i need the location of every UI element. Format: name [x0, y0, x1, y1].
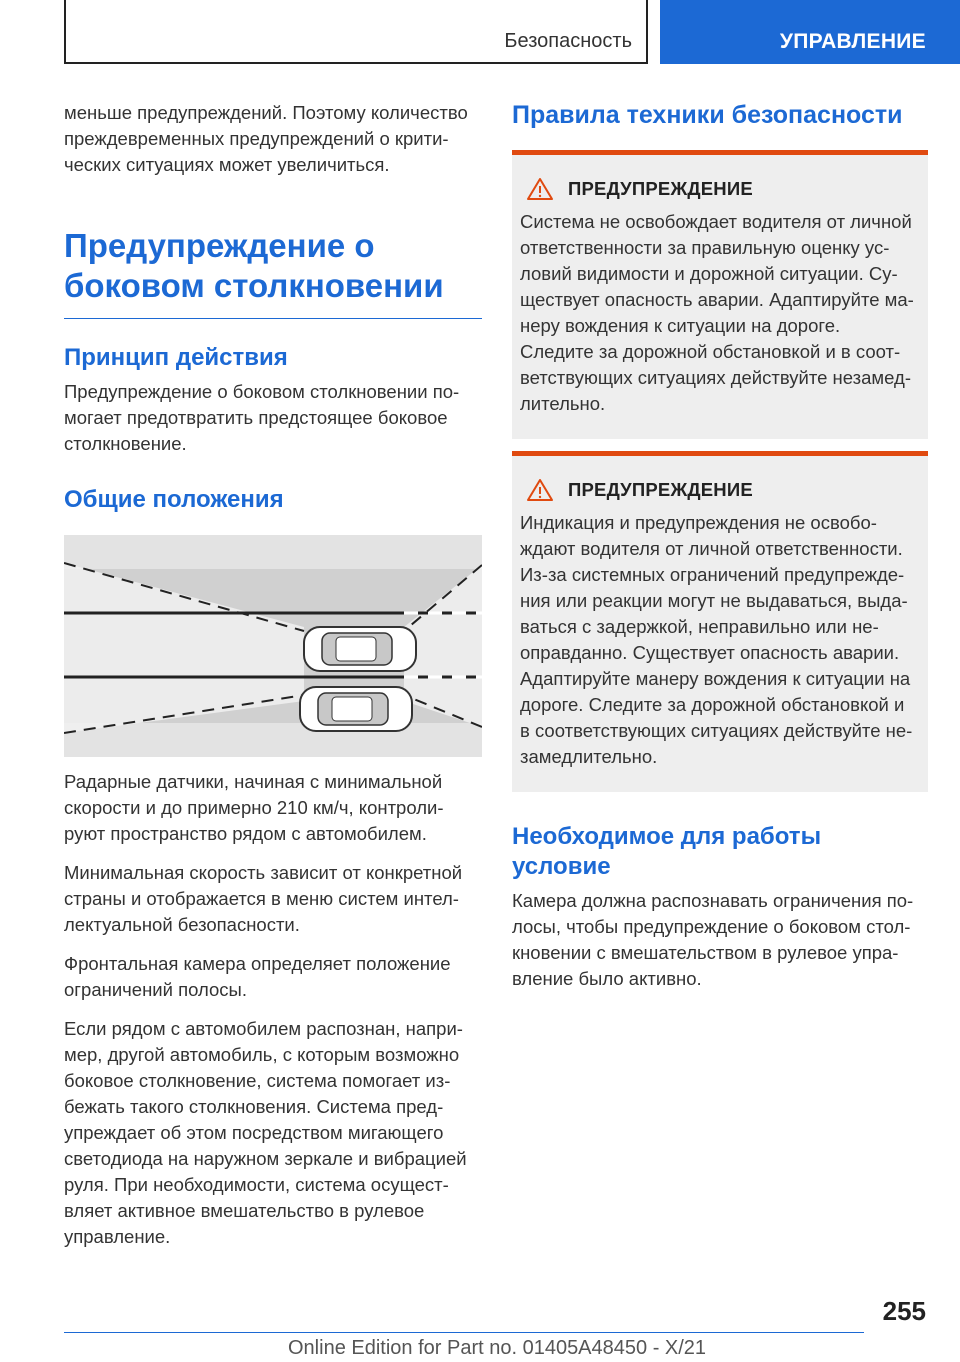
general-heading: Общие положения	[64, 486, 284, 513]
warning-box-2	[512, 451, 928, 792]
general-paragraph-3: Фронтальная камера определяет положение ограничений полосы.	[64, 953, 451, 1000]
principle-paragraph: Предупреждение о боковом столкновении по- могает предотвратить предстоящее боковое столкновение.	[64, 381, 460, 454]
warning-box-1	[512, 150, 928, 439]
right-column	[512, 100, 928, 992]
header-section-label: Безопасность	[504, 30, 632, 52]
warning-triangle-icon	[526, 478, 554, 502]
general-paragraph-2: Минимальная скорость зависит от конкретной страны и отображается в меню систем интел- лектуальной безопасности.	[64, 862, 463, 935]
header-chapter-tab	[660, 0, 960, 64]
title-divider	[64, 318, 482, 319]
general-paragraph-4: Если рядом с автомобилем распознан, напри- мер, другой автомобиль, с которым возможно боковое столкновение, система помогает из- бежать такого столкновения. Система пред- упреждает об этом посредством мигающего светодиода на наружном зеркале и вибрацией руля. При необходимости, система осущест- вляет активное вмешательство в рулевое управление.	[64, 1018, 467, 1247]
header-section-tab	[64, 0, 648, 64]
left-column	[64, 100, 482, 1250]
requirement-heading: Необходимое для работы условие	[512, 823, 822, 880]
safety-heading: Правила техники безопасности	[512, 101, 903, 129]
warning-text: Система не освобождает водителя от личной ответственности за правильную оценку ус- ловий видимости и дорожной ситуации. Су- ществует опасность аварии. Адаптируйте ма- неру вождения к ситуации на дороге. Следите за дорожной обстановкой и в соот- ветствующих ситуациях действуйте незамед- лительно.	[520, 211, 914, 414]
header-chapter-label: УПРАВЛЕНИЕ	[779, 30, 926, 53]
intro-paragraph: меньше предупреждений. Поэтому количество преждевременных предупреждений о крити- ческих ситуациях может увеличиться.	[64, 102, 468, 175]
requirement-paragraph: Камера должна распознавать ограничения по- лосы, чтобы предупреждение о боковом стол- кновении с вмешательством в рулевое упра- вление было активно.	[512, 890, 914, 989]
page-number: 255	[882, 1296, 926, 1326]
warning-title: ПРЕДУПРЕЖДЕНИЕ	[568, 178, 753, 199]
warning-triangle-icon	[526, 177, 554, 201]
warning-text: Индикация и предупреждения не освобо- ждают водителя от личной ответственности. Из-за системных ограничений предупрежде- ния или реакции могут не выдаваться, выда- ваться с задержкой, неправильно или не- оправданно. Существует опасность аварии. Адаптируйте манеру вождения к ситуации на дороге. Следите за дорожной обстановкой и в соответствующих ситуациях действуйте не- замедлительно.	[520, 512, 913, 767]
footer-divider	[64, 1332, 864, 1333]
general-paragraph-1: Радарные датчики, начиная с минимальной скорости и до примерно 210 км/ч, контроли- руют пространство рядом с автомобилем.	[64, 771, 444, 844]
car-bottom	[300, 687, 412, 731]
warning-title: ПРЕДУПРЕЖДЕНИЕ	[568, 479, 753, 500]
principle-heading: Принцип действия	[64, 344, 288, 371]
section-title: Предупреждение о боковом столкновении	[64, 227, 444, 304]
car-top	[304, 627, 416, 671]
edition-note: Online Edition for Part no. 01405A48450 - X/21	[288, 1337, 707, 1359]
side-collision-diagram	[64, 535, 482, 757]
